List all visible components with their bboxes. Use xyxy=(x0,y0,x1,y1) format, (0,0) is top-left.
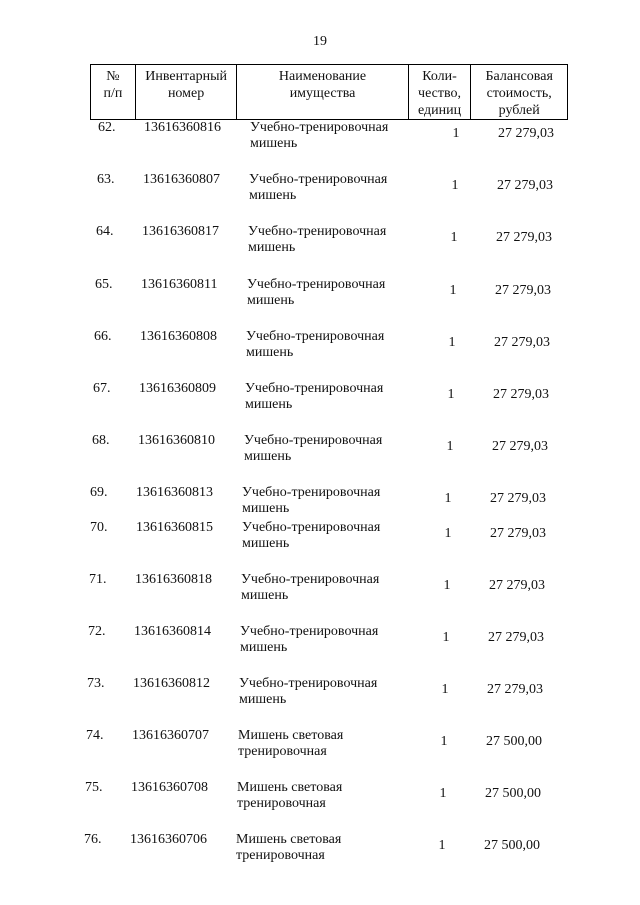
inventory-number: 13616360816 xyxy=(144,120,221,135)
book-value: 27 279,03 xyxy=(487,682,543,697)
quantity: 1 xyxy=(442,630,450,645)
row-number: 72. xyxy=(88,624,106,639)
table-row xyxy=(93,381,593,421)
property-name: Учебно-тренировочная мишень xyxy=(240,624,379,655)
property-name: Мишень световая тренировочная xyxy=(236,832,342,863)
property-name: Учебно-тренировочная мишень xyxy=(239,676,378,707)
quantity: 1 xyxy=(438,838,446,853)
inventory-number: 13616360707 xyxy=(132,728,209,743)
inventory-number: 13616360706 xyxy=(130,832,207,847)
row-number: 73. xyxy=(87,676,105,691)
quantity: 1 xyxy=(449,283,457,298)
inventory-number: 13616360818 xyxy=(135,572,212,587)
row-number: 66. xyxy=(94,329,112,344)
quantity: 1 xyxy=(448,335,456,350)
quantity: 1 xyxy=(450,230,458,245)
table-row xyxy=(89,572,589,612)
table-row xyxy=(90,520,590,560)
page-number: 19 xyxy=(313,34,327,49)
inventory-number: 13616360815 xyxy=(136,520,213,535)
property-name: Учебно-тренировочная мишень xyxy=(242,520,381,551)
header-property-name: Наименование имущества xyxy=(237,65,408,119)
property-name: Учебно-тренировочная мишень xyxy=(247,277,386,308)
row-number: 62. xyxy=(98,120,116,135)
inventory-number: 13616360809 xyxy=(139,381,216,396)
quantity: 1 xyxy=(452,126,460,141)
book-value: 27 279,03 xyxy=(497,178,553,193)
row-number: 67. xyxy=(93,381,111,396)
property-name: Учебно-тренировочная мишень xyxy=(245,381,384,412)
table-row xyxy=(88,624,588,664)
table-row xyxy=(87,676,587,716)
property-name: Учебно-тренировочная мишень xyxy=(250,120,389,151)
inventory-number: 13616360813 xyxy=(136,485,213,500)
row-number: 76. xyxy=(84,832,102,847)
book-value: 27 279,03 xyxy=(494,335,550,350)
property-name: Учебно-тренировочная мишень xyxy=(246,329,385,360)
book-value: 27 279,03 xyxy=(498,126,554,141)
table-row xyxy=(98,120,598,160)
book-value: 27 279,03 xyxy=(496,230,552,245)
property-name: Мишень световая тренировочная xyxy=(237,780,343,811)
table-row xyxy=(96,224,596,264)
inventory-number: 13616360817 xyxy=(142,224,219,239)
inventory-number: 13616360810 xyxy=(138,433,215,448)
quantity: 1 xyxy=(443,578,451,593)
row-number: 69. xyxy=(90,485,108,500)
property-name: Учебно-тренировочная мишень xyxy=(241,572,380,603)
book-value: 27 279,03 xyxy=(493,387,549,402)
table-row xyxy=(95,277,595,317)
book-value: 27 279,03 xyxy=(495,283,551,298)
row-number: 65. xyxy=(95,277,113,292)
inventory-number: 13616360807 xyxy=(143,172,220,187)
table-row xyxy=(97,172,597,212)
header-quantity: Коли- чество, единиц xyxy=(409,65,472,119)
inventory-number: 13616360808 xyxy=(140,329,217,344)
quantity: 1 xyxy=(444,526,452,541)
quantity: 1 xyxy=(447,387,455,402)
book-value: 27 500,00 xyxy=(485,786,541,801)
row-number: 75. xyxy=(85,780,103,795)
row-number: 68. xyxy=(92,433,110,448)
property-name: Учебно-тренировочная мишень xyxy=(244,433,383,464)
inventory-number: 13616360811 xyxy=(141,277,218,292)
table-row xyxy=(85,780,585,820)
row-number: 70. xyxy=(90,520,108,535)
quantity: 1 xyxy=(439,786,447,801)
book-value: 27 279,03 xyxy=(490,491,546,506)
row-number: 74. xyxy=(86,728,104,743)
property-name: Мишень световая тренировочная xyxy=(238,728,344,759)
row-number: 64. xyxy=(96,224,114,239)
table-header xyxy=(90,64,568,120)
inventory-number: 13616360814 xyxy=(134,624,211,639)
table-row xyxy=(86,728,586,768)
book-value: 27 500,00 xyxy=(484,838,540,853)
book-value: 27 279,03 xyxy=(492,439,548,454)
table-row xyxy=(94,329,594,369)
book-value: 27 279,03 xyxy=(490,526,546,541)
header-inventory-number: Инвентарный номер xyxy=(136,65,238,119)
quantity: 1 xyxy=(440,734,448,749)
table-row xyxy=(92,433,592,473)
table-row xyxy=(84,832,584,872)
header-book-value: Балансовая стоимость, рублей xyxy=(485,69,553,118)
property-name: Учебно-тренировочная мишень xyxy=(248,224,387,255)
row-number: 71. xyxy=(89,572,107,587)
header-number: № п/п xyxy=(91,65,136,119)
inventory-number: 13616360708 xyxy=(131,780,208,795)
quantity: 1 xyxy=(444,491,452,506)
book-value: 27 500,00 xyxy=(486,734,542,749)
quantity: 1 xyxy=(451,178,459,193)
book-value: 27 279,03 xyxy=(489,578,545,593)
property-name: Учебно-тренировочная мишень xyxy=(242,485,381,516)
book-value: 27 279,03 xyxy=(488,630,544,645)
property-name: Учебно-тренировочная мишень xyxy=(249,172,388,203)
table-row xyxy=(90,485,590,525)
quantity: 1 xyxy=(446,439,454,454)
inventory-number: 13616360812 xyxy=(133,676,210,691)
row-number: 63. xyxy=(97,172,115,187)
quantity: 1 xyxy=(441,682,449,697)
